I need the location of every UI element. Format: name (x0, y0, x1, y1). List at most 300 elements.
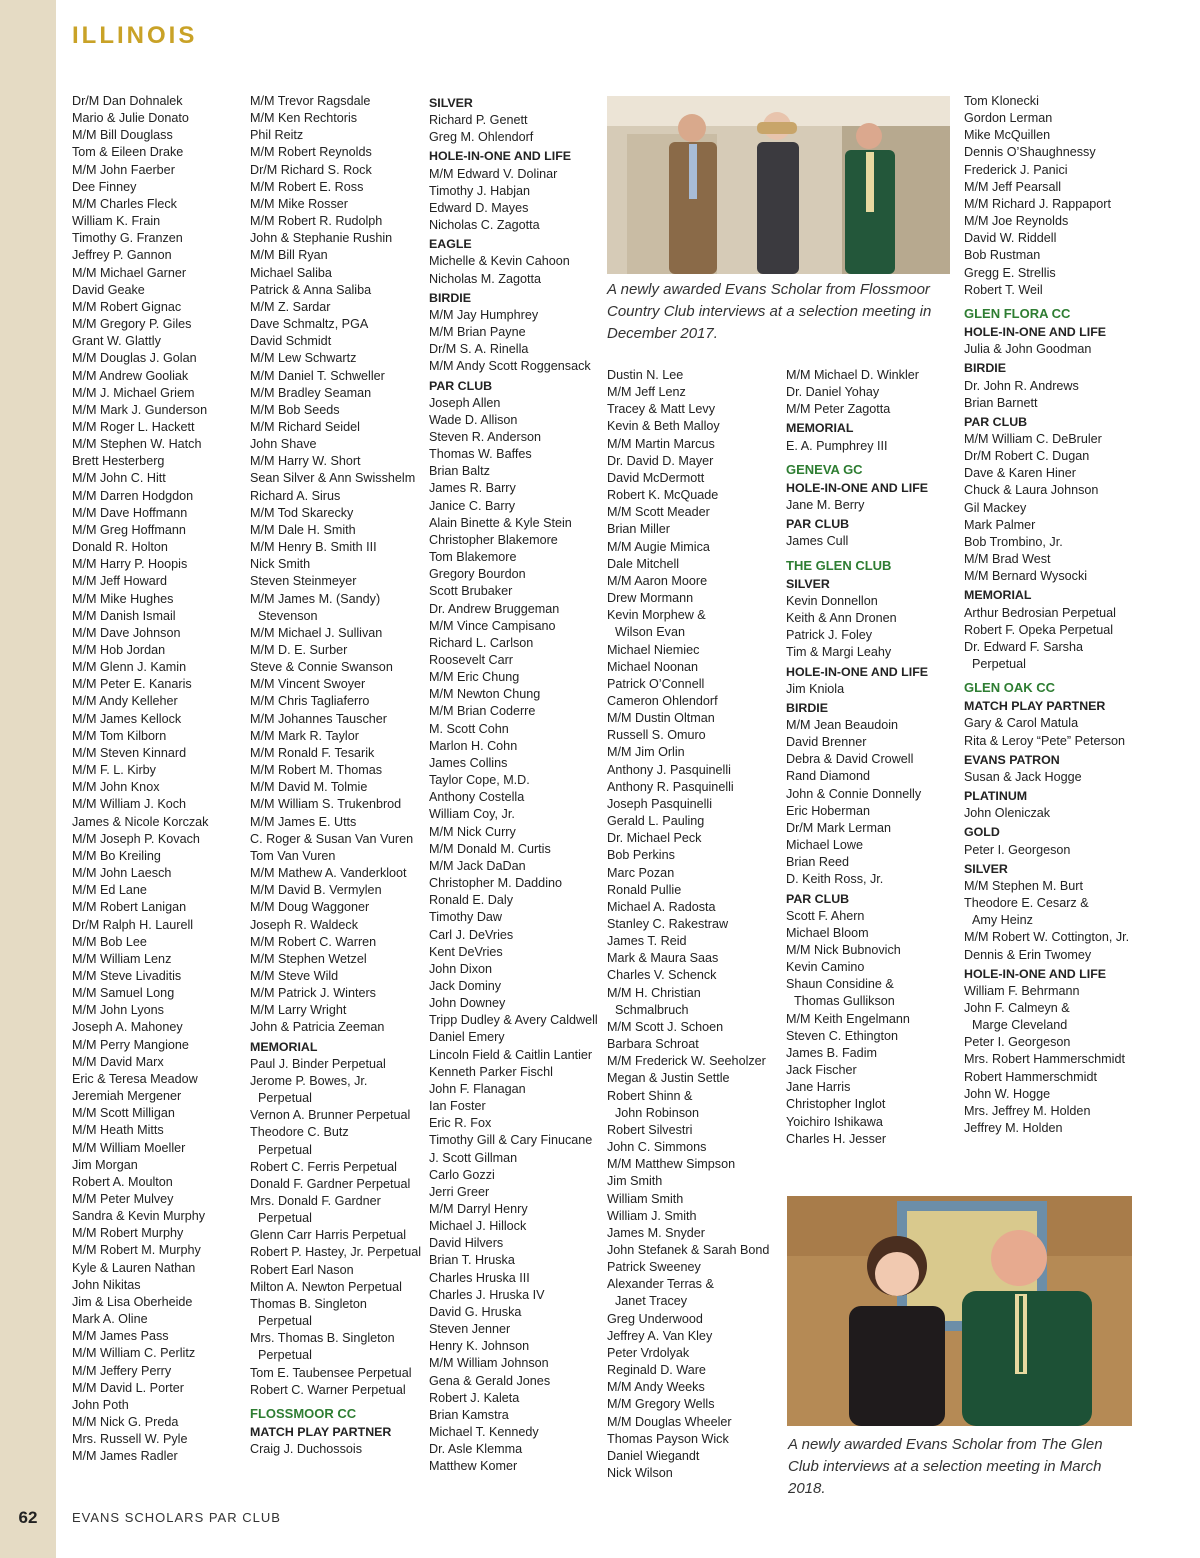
donor-name: M/M Perry Mangione (72, 1037, 189, 1052)
donor-name: James T. Reid (607, 934, 687, 949)
donor-name: M/M Jay Humphrey (429, 307, 539, 322)
donor-column-1 (72, 93, 242, 1466)
donor-name: Dennis O’Shaughnessy (964, 145, 1096, 160)
donor-name: Jeffrey M. Holden (964, 1121, 1063, 1136)
donor-name: M/M Steve Wild (250, 968, 339, 983)
donor-name: M/M Frederick W. Seeholzer (607, 1054, 766, 1069)
donor-name: M/M Charles Fleck (72, 196, 177, 211)
donor-name: Susan & Jack Hogge (964, 769, 1082, 784)
donor-name: Stevenson (258, 608, 318, 623)
donor-name: M/M Peter Zagotta (786, 402, 891, 417)
donor-name: David Hilvers (429, 1236, 504, 1251)
donor-name: Glenn Carr Harris Perpetual (250, 1228, 407, 1243)
donor-name: M/M Jeffery Perry (72, 1363, 172, 1378)
donor-name: Nick Wilson (607, 1466, 673, 1480)
donor-name: Cameron Ohlendorf (607, 693, 718, 708)
donor-name: M/M Chris Tagliaferro (250, 694, 370, 709)
donor-name: John & Stephanie Rushin (250, 231, 393, 246)
donor-name: John Downey (429, 996, 506, 1011)
donor-name: D. Keith Ross, Jr. (786, 872, 884, 887)
donor-name: Steven Steinmeyer (250, 574, 357, 589)
donor-name: Russell S. Omuro (607, 728, 706, 743)
donor-name: Bob Perkins (607, 848, 675, 863)
donor-name: John & Connie Donnelly (786, 786, 922, 801)
donor-name: M/M Ken Rechtoris (250, 111, 358, 126)
donor-name: M/M William C. DeBruler (964, 431, 1102, 446)
donor-name: M/M Harry W. Short (250, 454, 361, 469)
donor-name: Dr/M Ralph H. Laurell (72, 917, 194, 932)
donor-name: Charles Hruska III (429, 1270, 530, 1285)
donor-name: David Geake (72, 282, 145, 297)
donor-name: M/M Gregory P. Giles (72, 317, 192, 332)
donor-name: Roosevelt Carr (429, 653, 513, 667)
donor-name: Kevin Donnellon (786, 593, 878, 608)
donor-name: M/M F. L. Kirby (72, 763, 156, 778)
donor-name: Michael Lowe (786, 838, 864, 853)
donor-name: Janice C. Barry (429, 498, 516, 513)
donor-name: Eric Hoberman (786, 803, 870, 818)
donor-name: M/M Bradley Seaman (250, 385, 372, 400)
donor-name: Dr. Andrew Bruggeman (429, 601, 560, 616)
category-heading: HOLE-IN-ONE AND LIFE (429, 149, 572, 164)
donor-name: Dr. Asle Klemma (429, 1442, 523, 1457)
category-heading: BIRDIE (429, 290, 471, 305)
donor-name: M/M Douglas J. Golan (72, 351, 197, 366)
donor-name: M/M Newton Chung (429, 687, 541, 702)
donor-name: M/M Dale H. Smith (250, 522, 356, 537)
donor-name: John Stefanek & Sarah Bond (607, 1242, 770, 1257)
donor-name: M/M Dave Johnson (72, 625, 181, 640)
donor-name: M/M John Knox (72, 780, 160, 795)
donor-name: Nicholas C. Zagotta (429, 218, 540, 233)
donor-name: Gil Mackey (964, 500, 1027, 515)
donor-name: Mrs. Donald F. Gardner (250, 1194, 381, 1208)
donor-name: Debra & David Crowell (786, 752, 914, 767)
donor-name: William Smith (607, 1191, 684, 1206)
donor-name: Scott F. Ahern (786, 908, 865, 923)
category-heading: PAR CLUB (786, 517, 850, 532)
donor-name: Mark A. Oline (72, 1312, 148, 1327)
donor-name: Brett Hesterberg (72, 454, 165, 469)
donor-name: M/M Tod Skarecky (250, 505, 354, 520)
donor-name: Dave & Karen Hiner (964, 466, 1076, 481)
donor-name: Brian Kamstra (429, 1407, 509, 1422)
donor-name: John W. Hogge (964, 1086, 1051, 1101)
donor-name: M/M Larry Wright (250, 1003, 347, 1018)
donor-name: Patrick O’Connell (607, 676, 705, 691)
donor-name: Tom Blakemore (429, 550, 517, 565)
donor-name: James Cull (786, 534, 849, 549)
donor-name: M/M Mathew A. Vanderkloot (250, 866, 407, 881)
donor-name: Megan & Justin Settle (607, 1071, 730, 1086)
club-heading: THE GLEN CLUB (786, 557, 892, 573)
donor-name: Robert P. Hastey, Jr. Perpetual (250, 1245, 422, 1260)
donor-name: M/M John Laesch (72, 866, 172, 881)
donor-name: M/M Mark R. Taylor (250, 728, 359, 743)
donor-name: Brian Reed (786, 855, 850, 870)
donor-name: Shaun Considine & (786, 977, 894, 992)
donor-name: Phil Reitz (250, 128, 304, 143)
club-heading: GLEN FLORA CC (964, 305, 1071, 321)
donor-name: M/M David L. Porter (72, 1380, 184, 1395)
donor-name: M/M Dustin Oltman (607, 711, 715, 726)
donor-name: Michael T. Kennedy (429, 1425, 539, 1440)
donor-name: M/M Gregory Wells (607, 1397, 715, 1412)
photo-flossmoor-scholar (607, 96, 950, 274)
donor-name: Robert F. Opeka Perpetual (964, 622, 1114, 637)
photo-caption-flossmoor: A newly awarded Evans Scholar from Flossmoor Country Club interviews at a selection meeting in December 2017. (607, 281, 932, 342)
donor-name: M/M Bill Douglass (72, 128, 173, 143)
donor-name: M/M Darryl Henry (429, 1202, 528, 1216)
donor-name: M/M Vincent Swoyer (250, 677, 366, 692)
donor-name: Sean Silver & Ann Swisshelm (250, 471, 416, 486)
donor-name: Kyle & Lauren Nathan (72, 1260, 196, 1275)
donor-name: Chuck & Laura Johnson (964, 483, 1099, 498)
donor-name: M/M Augie Mimica (607, 539, 710, 554)
donor-name: Robert T. Weil (964, 282, 1043, 297)
donor-name: James M. Snyder (607, 1225, 705, 1240)
donor-name: Theodore E. Cesarz & (964, 896, 1089, 911)
donor-name: M/M Peter Mulvey (72, 1192, 174, 1206)
donor-name: Julia & John Goodman (964, 342, 1092, 357)
donor-name: Paul J. Binder Perpetual (250, 1056, 386, 1071)
donor-name: Gary & Carol Matula (964, 716, 1079, 731)
donor-name: M/M Hob Jordan (72, 643, 166, 657)
donor-name: Joseph Allen (429, 395, 501, 410)
donor-name: Thomas W. Baffes (429, 447, 532, 462)
donor-name: Thomas Payson Wick (607, 1431, 729, 1446)
donor-name: Nicholas M. Zagotta (429, 271, 541, 286)
donor-name: Jerri Greer (429, 1184, 490, 1199)
donor-name: Joseph R. Waldeck (250, 917, 359, 932)
donor-name: M/M Bob Lee (72, 934, 147, 949)
donor-name: Dale Mitchell (607, 556, 680, 571)
donor-name: Taylor Cope, M.D. (429, 773, 530, 788)
category-heading: PAR CLUB (429, 378, 493, 393)
donor-name: M/M William Lenz (72, 951, 172, 966)
club-heading: FLOSSMOOR CC (250, 1405, 357, 1421)
donor-name: Sandra & Kevin Murphy (72, 1209, 206, 1224)
donor-name: Tim & Margi Leahy (786, 645, 892, 660)
donor-name: Schmalbruch (615, 1002, 689, 1017)
donor-name: Yoichiro Ishikawa (786, 1114, 883, 1129)
donor-name: John Oleniczak (964, 806, 1051, 821)
donor-name: M/M H. Christian (607, 985, 701, 1000)
donor-name: John Shave (250, 437, 317, 452)
footer-publication: EVANS SCHOLARS PAR CLUB (72, 1510, 281, 1525)
donor-name: Mario & Julie Donato (72, 111, 189, 126)
donor-name: Brian Miller (607, 522, 670, 537)
donor-name: M/M Danish Ismail (72, 608, 176, 623)
donor-name: M/M Bill Ryan (250, 248, 328, 263)
donor-name: David Brenner (786, 735, 867, 750)
donor-name: M/M Andy Kelleher (72, 694, 178, 709)
donor-name: M/M Joseph P. Kovach (72, 831, 200, 846)
donor-name: M/M Jim Orlin (607, 745, 685, 760)
donor-name: M/M Brian Payne (429, 325, 526, 340)
donor-name: Mrs. Robert Hammerschmidt (964, 1052, 1125, 1067)
donor-name: J. Scott Gillman (429, 1150, 518, 1165)
donor-name: M/M Robert Lanigan (72, 900, 187, 915)
donor-name: M/M Andrew Gooliak (72, 368, 189, 383)
donor-name: Mark Palmer (964, 517, 1036, 532)
donor-name: Keith & Ann Dronen (786, 611, 897, 626)
category-heading: BIRDIE (786, 700, 828, 715)
donor-name: M/M Andy Scott Roggensack (429, 359, 591, 374)
donor-name: Tom E. Taubensee Perpetual (250, 1365, 412, 1380)
donor-name: M/M Steven Kinnard (72, 745, 187, 760)
donor-name: Patrick J. Foley (786, 628, 873, 643)
donor-name: M/M James Pass (72, 1329, 169, 1344)
donor-name: Daniel Wiegandt (607, 1448, 700, 1463)
donor-name: M/M Aaron Moore (607, 573, 708, 588)
donor-name: David G. Hruska (429, 1304, 522, 1319)
donor-name: M/M Mark J. Gunderson (72, 402, 208, 417)
donor-name: M/M Robert M. Murphy (72, 1243, 201, 1258)
donor-name: Robert Earl Nason (250, 1262, 354, 1277)
donor-name: Barbara Schroat (607, 1037, 699, 1052)
donor-name: David W. Riddell (964, 231, 1057, 246)
donor-name: Dr. John R. Andrews (964, 378, 1079, 393)
donor-name: Peter I. Georgeson (964, 1035, 1071, 1050)
donor-name: Kevin Camino (786, 960, 865, 975)
donor-name: Jeffrey P. Gannon (72, 248, 172, 263)
donor-name: Anthony R. Pasquinelli (607, 779, 734, 794)
donor-name: M/M William S. Trukenbrod (250, 797, 402, 812)
donor-name: M/M Keith Engelmann (786, 1011, 910, 1026)
donor-name: M/M Edward V. Dolinar (429, 166, 558, 181)
donor-name: M/M Eric Chung (429, 670, 520, 685)
donor-name: C. Roger & Susan Van Vuren (250, 831, 414, 846)
donor-name: M/M Ronald F. Tesarik (250, 745, 375, 760)
donor-name: M/M James Radler (72, 1449, 178, 1464)
category-heading: HOLE-IN-ONE AND LIFE (786, 480, 929, 495)
donor-column-4 (607, 367, 779, 1482)
donor-name: Gregg E. Strellis (964, 265, 1056, 280)
donor-name: Tripp Dudley & Avery Caldwell (429, 1013, 598, 1028)
donor-name: M. Scott Cohn (429, 721, 509, 736)
donor-name: M/M Stephen W. Hatch (72, 437, 202, 452)
donor-name: Eric & Teresa Meadow (72, 1071, 198, 1086)
donor-name: Brian Barnett (964, 395, 1038, 410)
donor-name: M/M Jeff Howard (72, 574, 167, 589)
donor-name: M/M John Lyons (72, 1003, 164, 1018)
donor-name: Greg Underwood (607, 1311, 703, 1326)
donor-name: Frederick J. Panici (964, 162, 1068, 177)
club-heading: GLEN OAK CC (964, 680, 1055, 696)
donor-name: Peter I. Georgeson (964, 842, 1071, 857)
donor-name: Daniel Emery (429, 1030, 505, 1045)
donor-name: Steve & Connie Swanson (250, 660, 393, 675)
donor-name: M/M Michael J. Sullivan (250, 625, 383, 640)
donor-name: Tom & Eileen Drake (72, 145, 184, 160)
donor-name: Bob Trombino, Jr. (964, 534, 1063, 549)
donor-name: Dr. Michael Peck (607, 831, 702, 846)
donor-name: Charles H. Jesser (786, 1131, 887, 1146)
donor-name: Amy Heinz (972, 913, 1033, 928)
donor-name: John F. Calmeyn & (964, 1000, 1070, 1015)
donor-name: M/M Robert C. Warren (250, 934, 377, 949)
donor-name: Ronald Pullie (607, 882, 682, 897)
donor-name: M/M Nick G. Preda (72, 1415, 179, 1430)
category-heading: HOLE-IN-ONE AND LIFE (786, 664, 929, 679)
donor-name: Kevin Morphew & (607, 608, 706, 623)
donor-name: Tracey & Matt Levy (607, 402, 716, 417)
donor-name: John Robinson (615, 1105, 700, 1120)
donor-name: Kevin & Beth Malloy (607, 419, 720, 434)
donor-name: M/M David B. Vermylen (250, 883, 382, 898)
page-number: 62 (18, 1508, 38, 1527)
donor-name: Grant W. Glattly (72, 334, 161, 349)
donor-name: Donald R. Holton (72, 540, 168, 555)
donor-name: James B. Fadim (786, 1045, 877, 1060)
donor-name: M/M Z. Sardar (250, 299, 331, 314)
donor-name: John C. Simmons (607, 1140, 707, 1155)
donor-name: M/M Brian Coderre (429, 704, 536, 719)
donor-name: Steven Jenner (429, 1322, 511, 1337)
donor-name: Janet Tracey (615, 1294, 688, 1309)
donor-name: M/M James Kellock (72, 711, 182, 726)
donor-name: Jim Smith (607, 1174, 663, 1189)
donor-name: M/M Henry B. Smith III (250, 540, 377, 555)
donor-name: Timothy G. Franzen (72, 231, 183, 246)
donor-name: Bob Rustman (964, 248, 1041, 263)
donor-name: Thomas Gullikson (794, 994, 895, 1009)
donor-name: Marlon H. Cohn (429, 738, 518, 753)
donor-name: Christopher Inglot (786, 1097, 886, 1112)
donor-name: M/M Glenn J. Kamin (72, 660, 187, 675)
donor-name: M/M Samuel Long (72, 986, 175, 1001)
donor-name: M/M David Marx (72, 1054, 164, 1069)
donor-name: M/M Lew Schwartz (250, 351, 357, 366)
donor-name: Timothy Daw (429, 910, 503, 925)
donor-name: Eric R. Fox (429, 1116, 492, 1131)
donor-column-2 (250, 93, 424, 1458)
donor-name: John Dixon (429, 961, 493, 976)
donor-name: M/M Jean Beaudoin (786, 717, 899, 732)
donor-name: Charles V. Schenck (607, 968, 717, 983)
donor-name: M/M Patrick J. Winters (250, 986, 376, 1001)
donor-name: M/M Nick Curry (429, 824, 516, 839)
donor-name: Jane M. Berry (786, 498, 865, 513)
donor-name: Tom Klonecki (964, 94, 1039, 108)
donor-name: Robert Silvestri (607, 1122, 693, 1137)
donor-name: Wilson Evan (615, 625, 685, 640)
donor-name: Edward D. Mayes (429, 200, 529, 215)
category-heading: EAGLE (429, 237, 472, 252)
donor-name: Donald F. Gardner Perpetual (250, 1176, 411, 1191)
category-heading: MEMORIAL (250, 1039, 318, 1054)
donor-name: Jeffrey A. Van Kley (607, 1328, 713, 1343)
donor-name: Jeremiah Mergener (72, 1089, 182, 1104)
donor-name: M/M Stephen M. Burt (964, 878, 1083, 893)
donor-name: Stanley C. Rakestraw (607, 917, 729, 931)
donor-name: M/M Robert Murphy (72, 1226, 184, 1241)
donor-name: M/M Heath Mitts (72, 1123, 164, 1138)
donor-name: M/M Mike Hughes (72, 591, 174, 606)
donor-name: M/M Robert E. Ross (250, 179, 364, 194)
donor-name: Jim & Lisa Oberheide (72, 1294, 193, 1309)
donor-name: Jack Dominy (429, 978, 502, 993)
donor-name: M/M Robert Reynolds (250, 145, 372, 160)
donor-name: Perpetual (258, 1142, 312, 1157)
donor-name: Thomas B. Singleton (250, 1296, 367, 1311)
donor-name: Milton A. Newton Perpetual (250, 1279, 402, 1294)
donor-name: Christopher Blakemore (429, 532, 558, 547)
donor-name: M/M Robert M. Thomas (250, 763, 383, 778)
donor-name: Mike McQuillen (964, 128, 1051, 143)
donor-name: M/M Mike Rosser (250, 196, 348, 211)
donor-name: Michael A. Radosta (607, 899, 716, 914)
category-heading: HOLE-IN-ONE AND LIFE (964, 325, 1107, 340)
donor-name: Michelle & Kevin Cahoon (429, 254, 570, 269)
donor-name: Marc Pozan (607, 865, 675, 880)
donor-name: William F. Behrmann (964, 983, 1080, 998)
donor-name: M/M Roger L. Hackett (72, 419, 195, 434)
donor-name: Timothy J. Habjan (429, 183, 531, 198)
donor-name: M/M Daniel T. Schweller (250, 368, 385, 383)
donor-name: Robert C. Warner Perpetual (250, 1382, 406, 1397)
donor-name: James & Nicole Korczak (72, 814, 209, 829)
donor-name: Dustin N. Lee (607, 368, 684, 382)
donor-name: Scott Brubaker (429, 584, 513, 599)
donor-name: Richard P. Genett (429, 113, 528, 128)
donor-name: Robert Shinn & (607, 1088, 693, 1103)
donor-name: Michael Niemiec (607, 642, 700, 657)
donor-name: M/M Greg Hoffmann (72, 522, 186, 537)
donor-name: M/M Peter E. Kanaris (72, 677, 192, 692)
category-heading: MEMORIAL (786, 421, 854, 436)
donor-name: Michael Saliba (250, 265, 332, 280)
donor-name: M/M Jeff Lenz (607, 385, 686, 400)
donor-name: Dr. David D. Mayer (607, 453, 714, 468)
donor-name: Perpetual (258, 1314, 312, 1329)
category-heading: MATCH PLAY PARTNER (964, 699, 1106, 714)
donor-name: Nick Smith (250, 557, 311, 572)
donor-name: Peter Vrdolyak (607, 1345, 690, 1360)
donor-name: M/M Robert W. Cottington, Jr. (964, 930, 1130, 945)
category-heading: MEMORIAL (964, 588, 1032, 603)
donor-name: M/M Michael D. Winkler (786, 368, 919, 382)
donor-name: William Coy, Jr. (429, 807, 515, 822)
donor-name: Anthony J. Pasquinelli (607, 762, 731, 777)
donor-name: M/M John Faerber (72, 162, 175, 177)
donor-name: Richard A. Sirus (250, 488, 341, 503)
donor-name: M/M James M. (Sandy) (250, 591, 381, 606)
donor-name: Gerald L. Pauling (607, 814, 705, 829)
donor-name: Joseph Pasquinelli (607, 796, 713, 811)
donor-name: John Nikitas (72, 1277, 141, 1292)
donor-name: Mrs. Russell W. Pyle (72, 1432, 188, 1447)
donor-name: Michael J. Hillock (429, 1219, 527, 1234)
donor-name: Jack Fischer (786, 1063, 857, 1078)
donor-name: M/M William Moeller (72, 1140, 186, 1155)
donor-name: Rand Diamond (786, 769, 871, 784)
donor-name: Alexander Terras & (607, 1277, 714, 1292)
donor-name: Mrs. Jeffrey M. Holden (964, 1103, 1091, 1118)
donor-name: M/M John C. Hitt (72, 471, 166, 486)
donor-name: Jerome P. Bowes, Jr. (250, 1073, 368, 1088)
donor-name: M/M Scott J. Schoen (607, 1019, 724, 1034)
donor-name: James R. Barry (429, 481, 516, 496)
donor-name: Dr. Daniel Yohay (786, 385, 880, 400)
donor-name: E. A. Pumphrey III (786, 438, 888, 453)
donor-name: Lincoln Field & Caitlin Lantier (429, 1047, 593, 1062)
donor-name: Carlo Gozzi (429, 1167, 495, 1182)
donor-name: Reginald D. Ware (607, 1363, 706, 1378)
donor-name: Brian T. Hruska (429, 1253, 515, 1268)
category-heading: PAR CLUB (786, 891, 850, 906)
